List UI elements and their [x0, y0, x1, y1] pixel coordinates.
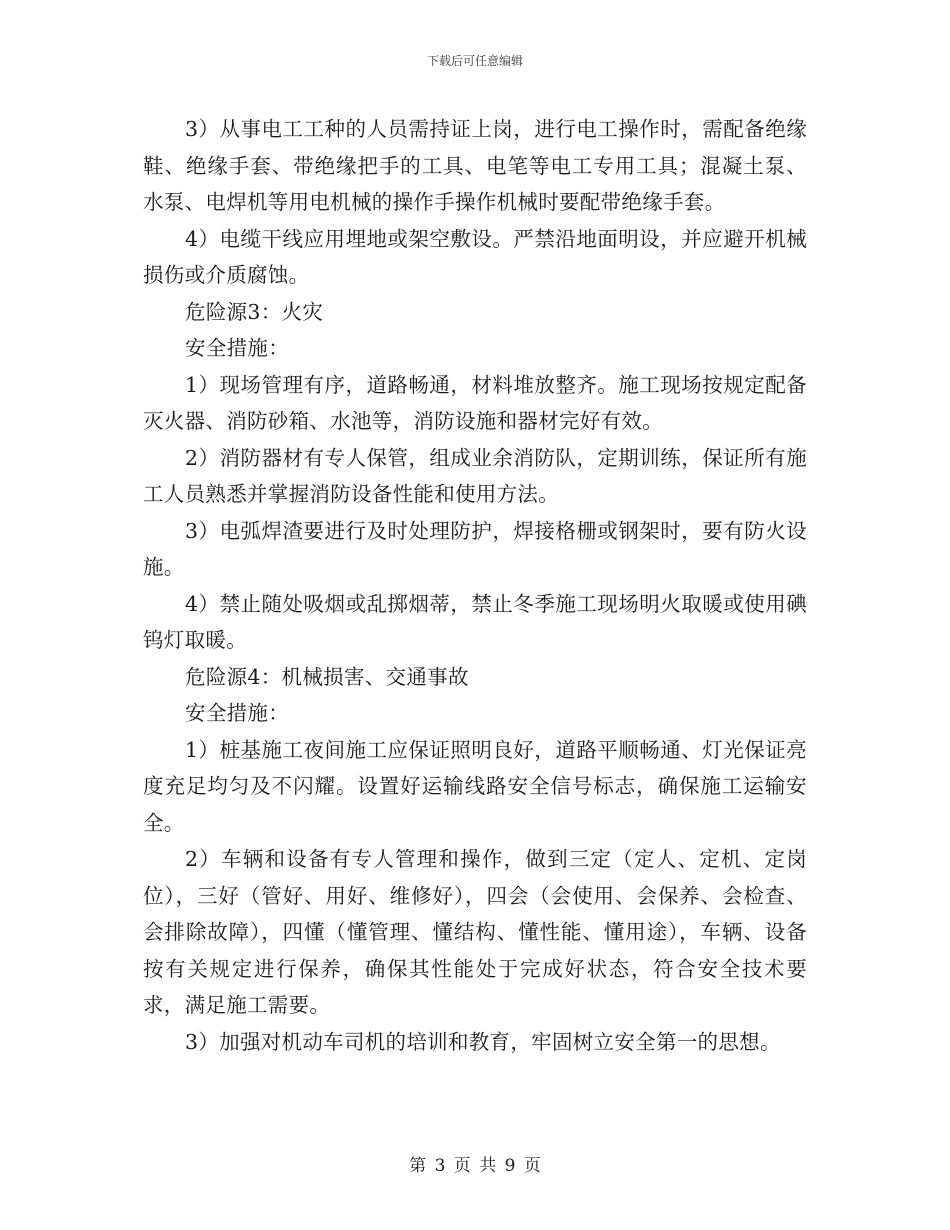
paragraph-machinery-measure-1: 1）桩基施工夜间施工应保证照明良好，道路平顺畅通、灯光保证亮度充足均匀及不闪耀。设置好运输线路安全信号标志，确保施工运输安全。 [143, 737, 807, 835]
heading-safety-measures-fire: 安全措施： [185, 336, 290, 360]
paragraph-electrician-requirements: 3）从事电工工种的人员需持证上岗，进行电工操作时，需配备绝缘鞋、绝缘手套、带绝缘把手的工具、电笔等电工专用工具；混凝土泵、水泵、电焊机等用电机械的操作手操作机械时要配带绝缘手套。 [143, 117, 807, 214]
paragraph-fire-measure-2: 2）消防器材有专人保管，组成业余消防队，定期训练，保证所有施工人员熟悉并掌握消防设备性能和使用方法。 [143, 445, 807, 506]
paragraph-fire-measure-4: 4）禁止随处吸烟或乱掷烟蒂，禁止冬季施工现场明火取暖或使用碘钨灯取暖。 [143, 591, 807, 652]
heading-hazard-4-machinery-traffic: 危险源4：机械损害、交通事故 [185, 664, 469, 689]
paragraph-machinery-measure-2: 2）车辆和设备有专人管理和操作，做到三定（定人、定机、定岗位），三好（管好、用好、维修好），四会（会使用、会保养、会检查、会排除故障），四懂（懂管理、懂结构、懂性能、懂用途），车辆、设备按有关规定进行保养，确保其性能处于完成好状态，符合安全技术要求，满足施工需要。 [143, 847, 807, 1017]
heading-hazard-3-fire: 危险源3：火灾 [185, 299, 324, 324]
heading-safety-measures-machinery: 安全措施： [185, 701, 290, 725]
paragraph-fire-measure-3: 3）电弧焊渣要进行及时处理防护，焊接格栅或钢架时，要有防火设施。 [143, 518, 807, 579]
document-body [143, 111, 807, 1060]
page-header-note: 下载后可任意编辑 [426, 54, 523, 68]
page-number-footer: 第 3 页 共 9 页 [409, 1156, 541, 1176]
paragraph-cable-laying: 4）电缆干线应用埋地或架空敷设。严禁沿地面明设，并应避开机械损伤或介质腐蚀。 [143, 226, 807, 287]
paragraph-fire-measure-1: 1）现场管理有序，道路畅通，材料堆放整齐。施工现场按规定配备灭火器、消防砂箱、水池等，消防设施和器材完好有效。 [143, 372, 807, 433]
paragraph-machinery-measure-3: 3）加强对机动车司机的培训和教育，牢固树立安全第一的思想。 [185, 1029, 781, 1054]
